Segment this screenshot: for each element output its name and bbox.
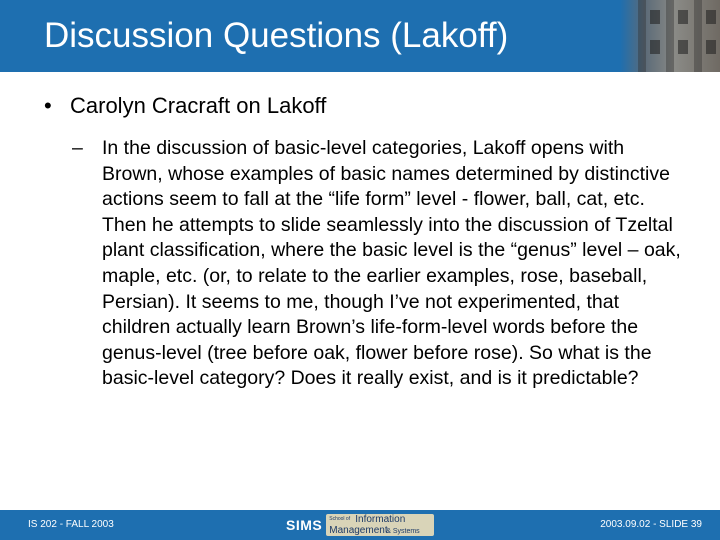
bullet-text: Carolyn Cracraft on Lakoff [70,93,327,118]
sims-logo [286,513,434,537]
bullet-dash: – [72,137,83,159]
course-label: IS 202 - FALL 2003 [28,519,114,530]
logo-school-text: School of [329,516,351,522]
bullet-dot: • [44,93,52,118]
bullet-level-1 [44,92,326,120]
slide-number: 2003.09.02 - SLIDE 39 [600,519,702,530]
slide-title: Discussion Questions (Lakoff) [44,16,509,55]
logo-management-text: Management [329,525,388,536]
logo-systems-text: & Systems [386,528,420,535]
logo-sims-text: SIMS [286,517,323,533]
logo-information-text: Information [355,514,406,525]
building-photo-icon [620,0,720,72]
bullet-paragraph: In the discussion of basic-level categories, Lakoff opens with Brown, whose examples of basic names determined by distinctive actions seem to fall at the “life form” level - flower, ball, cat, etc. Then he attempts to slide seamlessly into the discussion of Tzeltal plant classification, where the basic level is the “genus” level – oak, maple, etc. (or, to relate to the earlier examples, rose, baseball, Persian). It seems to me, though I’ve not experimented, that children actually learn Brown’s life-form-level words before the genus-level (tree before oak, flower before rose). So what is the basic-level category? Does it really exist, and is it predictable? [102,137,681,390]
logo-school-box [326,514,434,536]
title-bar [0,0,720,72]
bullet-level-2 [72,136,682,392]
footer-bar [0,510,720,540]
